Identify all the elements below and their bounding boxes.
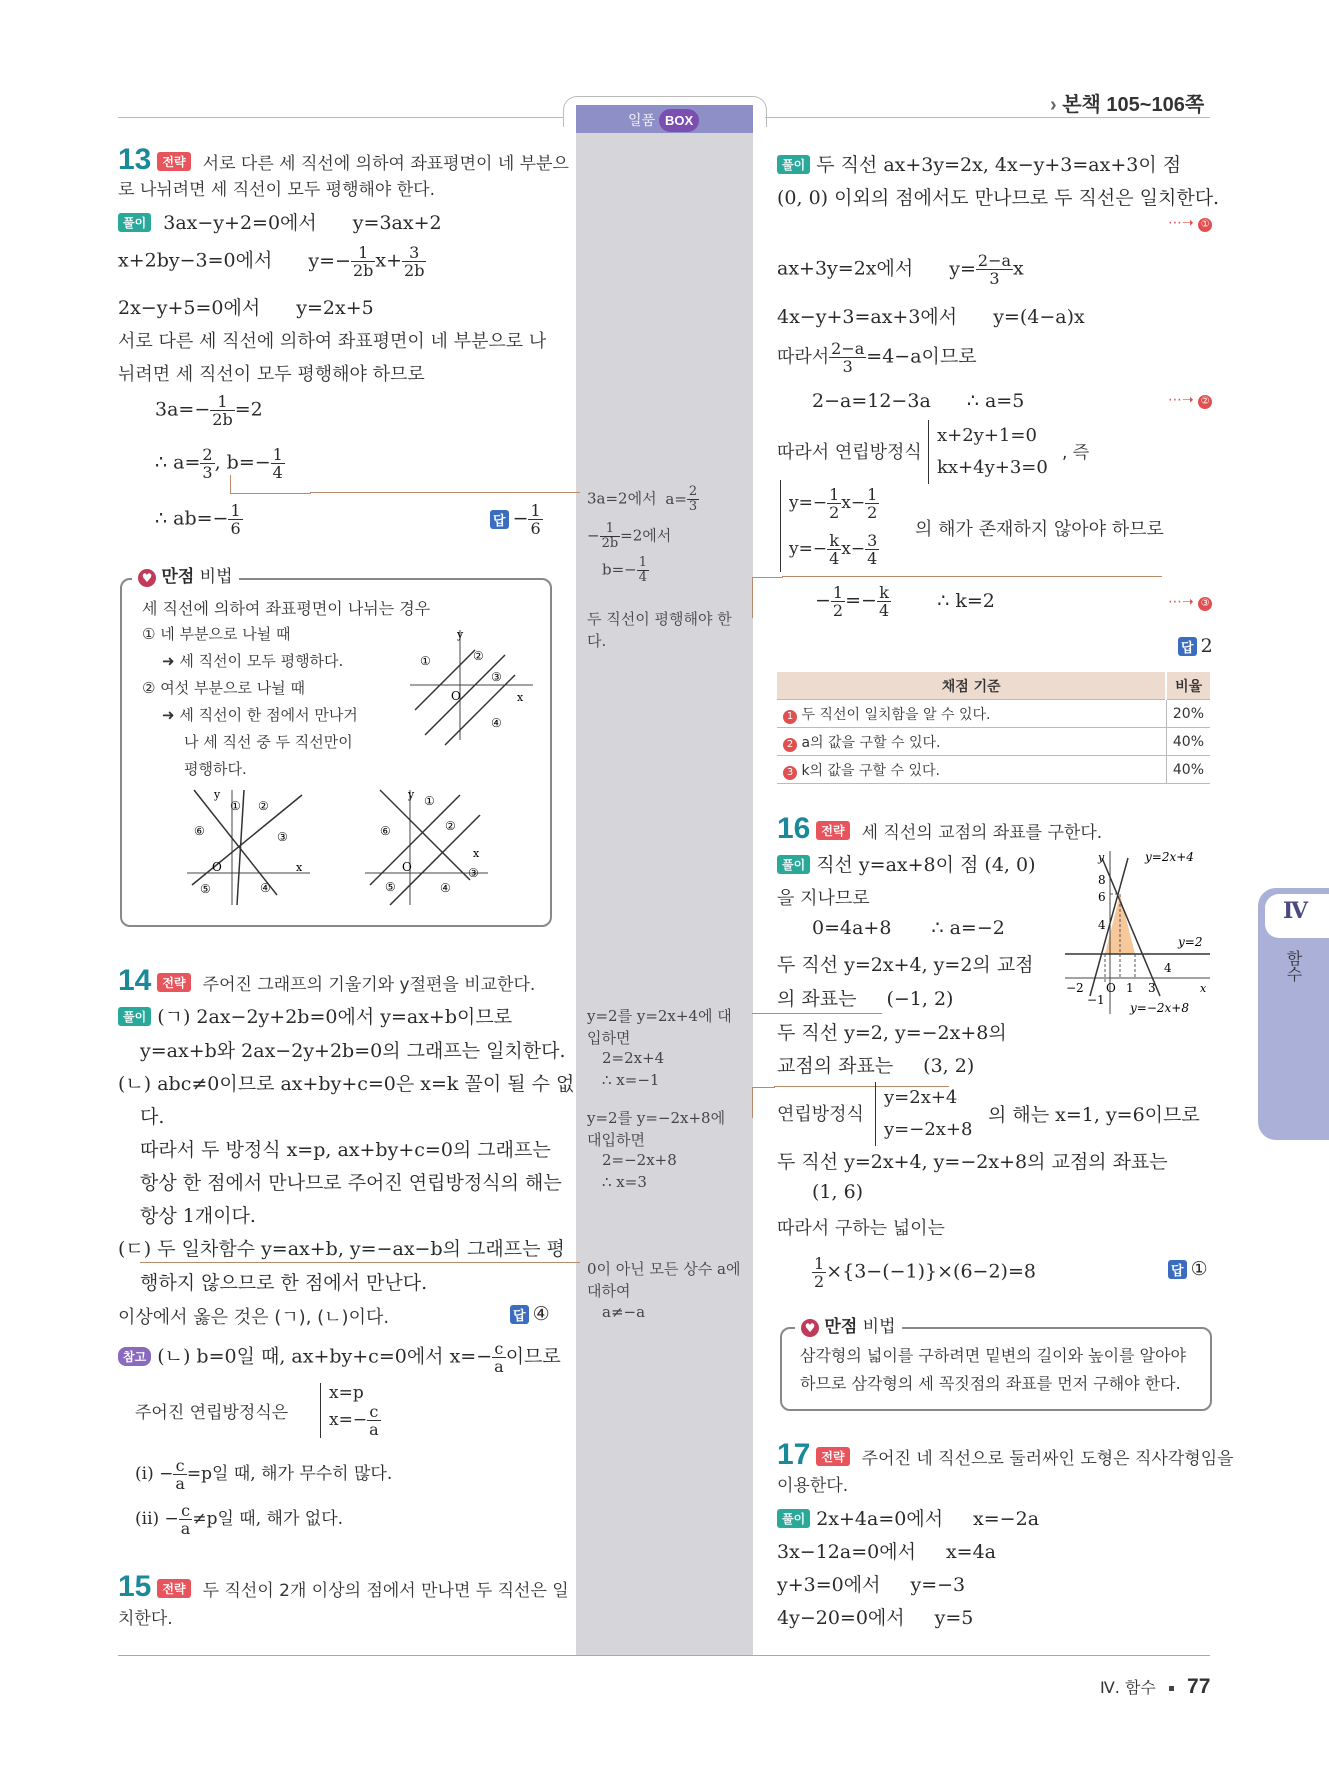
p15r-answer: 답 2: [1178, 635, 1213, 657]
tip-case2c: 나 세 직선 중 두 직선만이: [184, 733, 353, 751]
svg-text:y: y: [457, 628, 464, 641]
p17-r4: 4y−20=0에서 y=5: [777, 1607, 974, 1629]
connector-line: [752, 577, 783, 618]
svg-text:y: y: [408, 788, 415, 801]
step-marker-3: ⋯➝ ③: [1168, 594, 1212, 611]
chevron-right-icon: ›: [1050, 94, 1057, 116]
footer-rule: [118, 1655, 1210, 1656]
p16-s2: 을 지나므로: [777, 888, 870, 909]
answer-tag: 답: [490, 510, 509, 529]
p14-b4: 항상 한 점에서 만나므로 주어진 연립방정식의 해는: [140, 1172, 562, 1194]
p15r-e6-system: y=− $\frac{1}{2}$ x− $\frac{1}{2}$ y=− $\frac{k}{4}$ x− $\frac{3}{4}$: [780, 480, 879, 572]
connector-line: [310, 492, 580, 494]
p16-s7: 교점의 좌표는 (3, 2): [777, 1055, 975, 1077]
p16-s1: 풀이 직선 y=ax+8이 점 (4, 0): [777, 850, 1036, 877]
table-row: 2 a의 값을 구할 수 있다. 40%: [777, 728, 1210, 756]
p14-ref2: 주어진 연립방정식은: [135, 1403, 289, 1423]
sidebar-note-3a: y=2를 y=2x+4에 대: [587, 1007, 732, 1025]
graph-x-label: x: [1200, 982, 1207, 995]
svg-text:x: x: [517, 691, 524, 704]
p16-s10: (1, 6): [812, 1181, 864, 1203]
connector-line: [752, 1087, 775, 1118]
p14-b3: 따라서 두 방정식 x=p, ax+by+c=0의 그래프는: [140, 1139, 551, 1161]
strategy-text-2: 로 나뉘려면 세 직선이 모두 평행해야 한다.: [118, 180, 436, 200]
p13-text2: 뉘려면 세 직선이 모두 평행해야 하므로: [118, 364, 425, 385]
p15r-e5: 따라서 연립방정식: [777, 442, 922, 463]
box-sidebar: [576, 105, 753, 1655]
sidebar-note-5b: 대하여: [587, 1282, 631, 1300]
page-number: 77: [1187, 1675, 1211, 1698]
svg-text:①: ①: [424, 794, 435, 808]
graph-tick: −1: [1087, 993, 1105, 1007]
step-marker-2: ⋯➝ ②: [1168, 392, 1212, 409]
svg-text:x: x: [296, 861, 303, 874]
p15r-e3: 따라서 $\frac{2-a}{3}$ =4−a이므로: [777, 339, 977, 376]
p13-eq3: ∴ ab=− $\frac{1}{6}$: [155, 501, 241, 538]
p16-answer: 답 ①: [1168, 1258, 1208, 1280]
p15r-e5b: , 즉: [1062, 443, 1090, 463]
table-row: 1 두 직선이 일치함을 알 수 있다. 20%: [777, 700, 1210, 728]
strategy-tag: 전략: [157, 152, 190, 171]
svg-text:⑤: ⑤: [385, 880, 396, 894]
table-row: 3 k의 값을 구할 수 있다. 40%: [777, 756, 1210, 784]
solution-tag: 풀이: [118, 213, 151, 232]
box-badge: BOX: [659, 109, 699, 132]
problem-16-header: 16 전략 세 직선의 교점의 좌표를 구한다.: [777, 812, 1103, 845]
p15r-s2: (0, 0) 이외의 점에서도 만나므로 두 직선은 일치한다.: [777, 187, 1220, 209]
graph-tick: −2: [1066, 981, 1084, 995]
svg-text:④: ④: [440, 881, 451, 895]
p15-strategy-2: 치한다.: [118, 1609, 173, 1629]
header-reference: [1050, 88, 1204, 117]
problem-17-header: 17 전략 주어진 네 직선으로 둘러싸인 도형은 직사각형임을: [777, 1438, 1234, 1471]
two-parallel-one-crossing-diagram: [360, 785, 490, 910]
svg-text:③: ③: [277, 830, 288, 844]
p17-r3: y+3=0에서 y=−3: [777, 1574, 966, 1596]
footer: [1100, 1675, 1210, 1699]
p15r-e2: 4x−y+3=ax+3에서 y=(4−a)x: [777, 306, 1085, 328]
strategy-text: 서로 다른 세 직선에 의하여 좌표평면이 네 부분으: [202, 154, 569, 174]
svg-text:O: O: [402, 860, 412, 874]
svg-text:y: y: [214, 788, 221, 801]
tip-title: ♥ 만점 비법: [132, 562, 239, 587]
sidebar-note-5c: a≠−a: [602, 1303, 646, 1321]
graph-tick: 4: [1098, 918, 1106, 932]
sidebar-note-3b: 입하면: [587, 1029, 631, 1047]
grading-table: [777, 672, 1210, 784]
graph-origin-label: O: [1106, 981, 1116, 995]
p17-strategy-2: 이용한다.: [777, 1476, 849, 1496]
svg-text:③: ③: [468, 866, 479, 880]
p15r-e5-system: x+2y+1=0 kx+4y+3=0: [928, 420, 1048, 484]
footer-chapter: Ⅳ. 함수: [1100, 1678, 1156, 1697]
top-rule-right: [765, 117, 1210, 118]
graph-tick: 1: [1126, 981, 1134, 995]
p16-s3: 0=4a+8 ∴ a=−2: [812, 917, 1005, 939]
graph-tick: 6: [1098, 890, 1106, 904]
problem-15-header: 15 전략 두 직선이 2개 이상의 점에서 만나면 두 직선은 일: [118, 1570, 569, 1603]
sidebar-note-3d: ∴ x=−1: [602, 1071, 660, 1089]
parallel-lines-diagram: [405, 625, 535, 750]
p16-s8: 연립방정식: [777, 1104, 864, 1125]
tip2-line1: 삼각형의 넓이를 구하려면 밑변의 길이와 높이를 알아야: [800, 1346, 1187, 1365]
grading-head-ratio: 비율: [1166, 672, 1210, 700]
p13-eq1: 3a=− $\frac{1}{2b}$ =2: [155, 392, 263, 429]
p14-a2: y=ax+b와 2ax−2y+2b=0의 그래프는 일치한다.: [140, 1040, 566, 1062]
p16-s8-system: y=2x+4 y=−2x+8: [875, 1082, 972, 1146]
p16-s12: $\frac{1}{2}$ ×{3−(−1)}×(6−2)=8: [814, 1254, 1036, 1291]
header-ref-text: 본책 105~106쪽: [1062, 94, 1205, 116]
chapter-label: 함수: [1284, 950, 1303, 982]
connector-line: [782, 576, 1162, 578]
p14-c1: (ㄷ) 두 일차함수 y=ax+b, y=−ax−b의 그래프는 평: [118, 1238, 565, 1260]
p13-answer: 답 − $\frac{1}{6}$: [490, 502, 543, 537]
step-marker-1: ⋯➝ ①: [1168, 215, 1212, 232]
p15r-s1: 풀이 두 직선 ax+3y=2x, 4x−y+3=ax+3이 점: [777, 150, 1181, 177]
sidebar-note-4c: 2=−2x+8: [602, 1151, 677, 1169]
top-rule-left: [118, 117, 563, 118]
svg-text:①: ①: [420, 654, 431, 668]
tip-case2: ② 여섯 부분으로 나뉠 때: [142, 679, 305, 697]
p16-s5: 의 좌표는 (−1, 2): [777, 988, 954, 1010]
svg-text:③: ③: [491, 670, 502, 684]
sidebar-note-4a: y=2를 y=−2x+8에: [587, 1109, 726, 1127]
p15r-e7: − $\frac{1}{2}$ =− $\frac{k}{4}$ ∴ k=2: [815, 583, 995, 620]
p15r-e4: 2−a=12−3a ∴ a=5: [812, 390, 1025, 412]
p13-eq2: ∴ a= $\frac{2}{3}$ , b=− $\frac{1}{4}$: [155, 445, 283, 482]
svg-text:O: O: [212, 860, 222, 874]
p16-s8b: 의 해는 x=1, y=6이므로: [988, 1104, 1200, 1126]
p14-b2: 다.: [140, 1106, 165, 1128]
connector-line: [140, 1262, 580, 1264]
sidebar-note-3c: 2=2x+4: [602, 1049, 665, 1067]
sidebar-note-5a: 0이 아닌 모든 상수 a에: [587, 1260, 741, 1278]
sidebar-note-1c: b=− $\frac{1}{4}$: [602, 555, 648, 585]
p14-ref1: 참고 (ㄴ) b=0일 때, ax+by+c=0에서 x=− $\frac{c}{a}$ 이므로: [118, 1340, 561, 1375]
p15r-e6b: 의 해가 존재하지 않아야 하므로: [915, 519, 1164, 540]
problem-13-header: [118, 143, 569, 177]
sidebar-note-4d: ∴ x=3: [602, 1173, 647, 1191]
box-title: 일품 BOX: [628, 109, 699, 132]
svg-text:⑥: ⑥: [194, 824, 205, 838]
p15r-e1: ax+3y=2x에서 y= $\frac{2-a}{3}$ x: [777, 251, 1024, 288]
chapter-roman: Ⅳ: [1283, 898, 1308, 924]
sidebar-note-2b: 다.: [587, 632, 607, 650]
svg-text:②: ②: [473, 649, 484, 663]
tip-case2b: ➜ 세 직선이 한 점에서 만나거: [162, 706, 358, 724]
graph-line-label: y=2x+4: [1145, 850, 1194, 864]
p14-conclusion: 이상에서 옳은 것은 (ㄱ), (ㄴ)이다.: [118, 1307, 390, 1328]
connector-line: [752, 1013, 882, 1015]
p14-answer: 답 ④: [510, 1303, 550, 1325]
svg-text:②: ②: [258, 799, 269, 813]
p14-ref2-system: x=p x=− $\frac{c}{a}$: [320, 1383, 381, 1438]
p14-ref3: (i) − $\frac{c}{a}$ =p일 때, 해가 무수히 많다.: [135, 1456, 393, 1493]
connector-line: [230, 475, 311, 494]
svg-text:②: ②: [445, 819, 456, 833]
p17-r1: 풀이 2x+4a=0에서 x=−2a: [777, 1504, 1039, 1531]
footer-separator: [1169, 1686, 1174, 1691]
graph-y-label: y: [1098, 851, 1105, 864]
sidebar-note-2a: 두 직선이 평행해야 한: [587, 610, 732, 628]
p14-ref4: (ii) − $\frac{c}{a}$ ≠p일 때, 해가 없다.: [135, 1501, 344, 1538]
tip-case1b: ➜ 세 직선이 모두 평행하다.: [162, 652, 344, 670]
svg-text:①: ①: [230, 799, 241, 813]
grading-head-criteria: 채점 기준: [777, 672, 1166, 700]
problem-14-header: 14 전략 주어진 그래프의 기울기와 y절편을 비교한다.: [118, 964, 536, 997]
p14-a1: 풀이 (ㄱ) 2ax−2y+2b=0에서 y=ax+b이므로: [118, 1002, 512, 1029]
svg-text:x: x: [473, 847, 480, 860]
p17-r2: 3x−12a=0에서 x=4a: [777, 1541, 997, 1563]
p16-s6: 두 직선 y=2, y=−2x+8의: [777, 1022, 1007, 1044]
p13-text1: 서로 다른 세 직선에 의하여 좌표평면이 네 부분으로 나: [118, 331, 547, 352]
graph-tick: 4: [1164, 961, 1172, 975]
tip-title: ♥ 만점 비법: [795, 1312, 902, 1337]
p14-c2: 행하지 않으므로 한 점에서 만난다.: [140, 1272, 428, 1294]
tip-head: 세 직선에 의하여 좌표평면이 나뉘는 경우: [142, 599, 431, 618]
p13-line1: 풀이 3ax−y+2=0에서 y=3ax+2: [118, 208, 442, 235]
tip-case2d: 평행하다.: [184, 760, 247, 778]
p14-b5: 항상 1개이다.: [140, 1205, 256, 1227]
lightbulb-icon: ♥: [801, 1319, 819, 1337]
graph-line-label: y=2: [1178, 935, 1203, 949]
graph-tick: 3: [1148, 981, 1156, 995]
svg-text:④: ④: [491, 716, 502, 730]
sidebar-note-4b: 대입하면: [587, 1131, 645, 1149]
tip-case1: ① 네 부분으로 나뉠 때: [142, 625, 291, 643]
graph-tick: 8: [1098, 873, 1106, 887]
tip2-line2: 하므로 삼각형의 세 꼭짓점의 좌표를 먼저 구해야 한다.: [800, 1374, 1181, 1393]
svg-text:O: O: [451, 689, 461, 703]
p13-line2: x+2by−3=0에서 y=− $\frac{1}{2b}$ x+ $\frac{3}{2b}$: [118, 243, 425, 280]
concurrent-lines-diagram: [182, 785, 312, 910]
sidebar-note-1b: − $\frac{1}{2b}$ =2에서: [587, 521, 672, 551]
p16-s11: 따라서 구하는 넓이는: [777, 1218, 945, 1239]
graph-line-label: y=−2x+8: [1130, 1001, 1189, 1015]
p16-s4: 두 직선 y=2x+4, y=2의 교점: [777, 954, 1034, 976]
problem-number: 13: [118, 143, 152, 176]
p13-line3: 2x−y+5=0에서 y=2x+5: [118, 297, 374, 319]
svg-text:⑥: ⑥: [380, 824, 391, 838]
svg-text:④: ④: [260, 881, 271, 895]
sidebar-note-1a: 3a=2에서 a= $\frac{2}{3}$: [587, 484, 698, 514]
lightbulb-icon: ♥: [138, 569, 156, 587]
p16-graph: [1060, 846, 1215, 1016]
p16-s9: 두 직선 y=2x+4, y=−2x+8의 교점의 좌표는: [777, 1151, 1168, 1173]
tip-box: [780, 1327, 1212, 1411]
svg-text:⑤: ⑤: [200, 882, 211, 896]
p14-b1: (ㄴ) abc≠0이므로 ax+by+c=0은 x=k 꼴이 될 수 없: [118, 1073, 575, 1095]
